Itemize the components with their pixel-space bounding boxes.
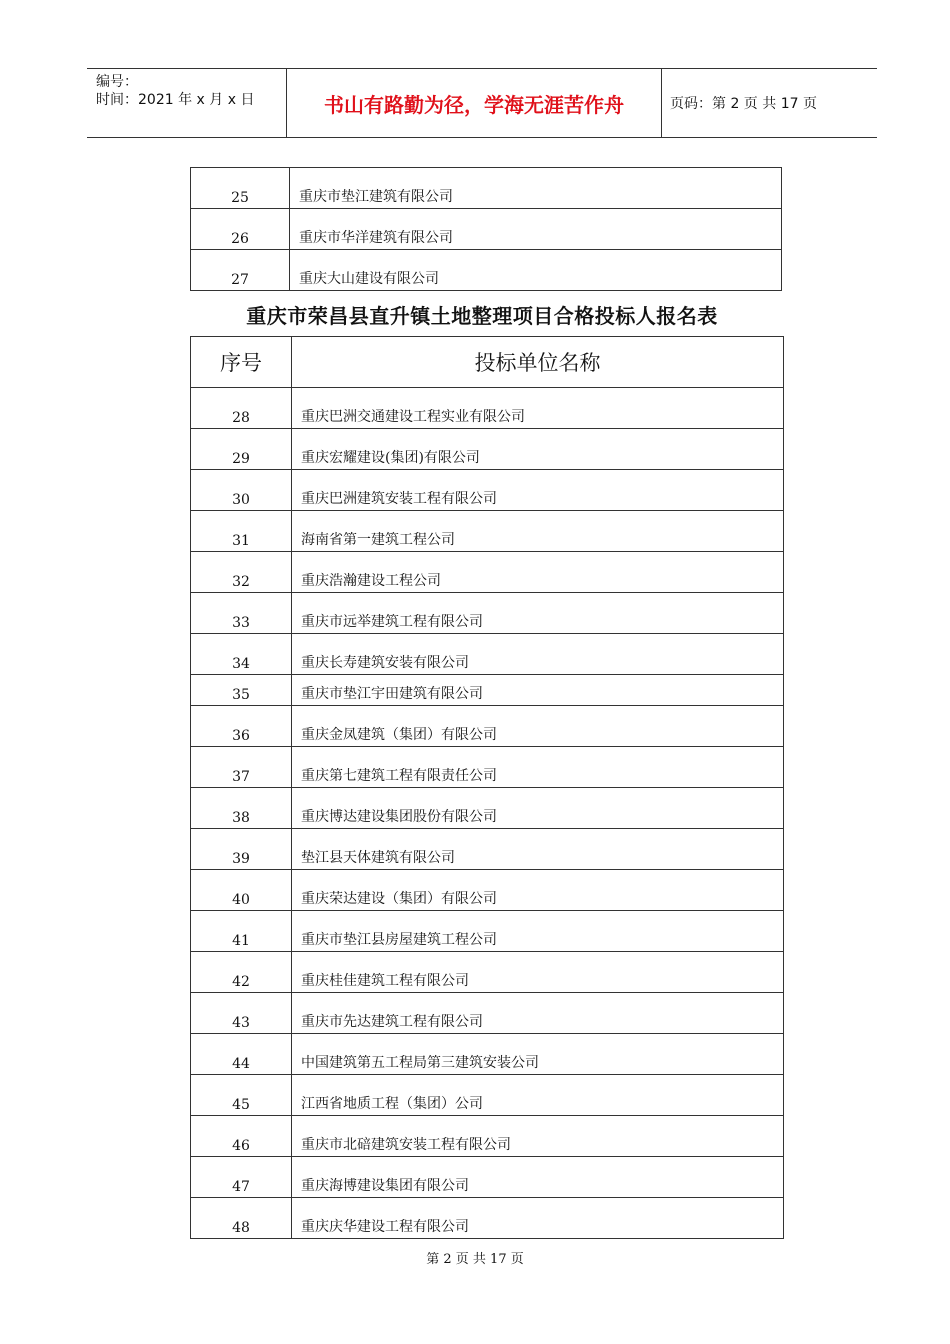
table-row	[191, 1157, 784, 1198]
table-row	[191, 168, 782, 209]
table-row	[191, 1075, 784, 1116]
table-row	[191, 1198, 784, 1239]
table-row	[191, 429, 784, 470]
table-row	[191, 747, 784, 788]
page-title: 重庆市荣昌县直升镇土地整理项目合格投标人报名表	[246, 304, 718, 328]
row-number: 44	[191, 1034, 292, 1075]
bidder-name: 重庆市先达建筑工程有限公司	[292, 993, 784, 1034]
page-footer: 第 2 页 共 17 页	[426, 1252, 524, 1267]
bidder-name: 重庆荣达建设（集团）有限公司	[292, 870, 784, 911]
table-row	[191, 993, 784, 1034]
table-header-row	[191, 337, 784, 388]
row-number: 36	[191, 706, 292, 747]
table-row	[191, 388, 784, 429]
bidder-name: 重庆金凤建筑（集团）有限公司	[292, 706, 784, 747]
row-number: 42	[191, 952, 292, 993]
header-meta	[87, 69, 287, 137]
bidder-name: 重庆博达建设集团股份有限公司	[292, 788, 784, 829]
row-number: 47	[191, 1157, 292, 1198]
page-header	[87, 68, 877, 138]
column-header-name: 投标单位名称	[292, 337, 784, 388]
column-header-number: 序号	[191, 337, 292, 388]
bidder-name: 重庆市垫江县房屋建筑工程公司	[292, 911, 784, 952]
row-number: 35	[191, 675, 292, 706]
row-number: 29	[191, 429, 292, 470]
table-row	[191, 552, 784, 593]
row-number: 33	[191, 593, 292, 634]
bidder-name: 中国建筑第五工程局第三建筑安装公司	[292, 1034, 784, 1075]
row-number: 43	[191, 993, 292, 1034]
bidder-name: 重庆巴洲交通建设工程实业有限公司	[292, 388, 784, 429]
row-number: 48	[191, 1198, 292, 1239]
row-number: 45	[191, 1075, 292, 1116]
bidder-name: 重庆市垫江建筑有限公司	[290, 168, 782, 209]
row-number: 32	[191, 552, 292, 593]
bidder-name: 垫江县天体建筑有限公司	[292, 829, 784, 870]
bidder-name: 重庆第七建筑工程有限责任公司	[292, 747, 784, 788]
row-number: 31	[191, 511, 292, 552]
row-number: 26	[191, 209, 290, 250]
header-motto: 书山有路勤为径，学海无涯苦作舟	[287, 69, 662, 137]
table-row	[191, 511, 784, 552]
table-row	[191, 870, 784, 911]
table-row	[191, 209, 782, 250]
bidder-name: 重庆市远举建筑工程有限公司	[292, 593, 784, 634]
row-number: 40	[191, 870, 292, 911]
table-row	[191, 634, 784, 675]
row-number: 41	[191, 911, 292, 952]
row-number: 38	[191, 788, 292, 829]
bidder-name: 江西省地质工程（集团）公司	[292, 1075, 784, 1116]
bidder-table-continued	[190, 167, 782, 291]
table-row	[191, 911, 784, 952]
bidder-name: 海南省第一建筑工程公司	[292, 511, 784, 552]
table-row	[191, 1116, 784, 1157]
table-row	[191, 675, 784, 706]
bidder-name: 重庆庆华建设工程有限公司	[292, 1198, 784, 1239]
header-page-info: 页码：第 2 页 共 17 页	[670, 96, 817, 112]
bidder-name: 重庆市垫江宇田建筑有限公司	[292, 675, 784, 706]
table-row	[191, 829, 784, 870]
bidder-name: 重庆浩瀚建设工程公司	[292, 552, 784, 593]
table-row	[191, 706, 784, 747]
table-row	[191, 1034, 784, 1075]
row-number: 30	[191, 470, 292, 511]
row-number: 25	[191, 168, 290, 209]
bidder-table	[190, 336, 784, 1239]
row-number: 37	[191, 747, 292, 788]
bidder-name: 重庆宏耀建设(集团)有限公司	[292, 429, 784, 470]
bidder-name: 重庆长寿建筑安装有限公司	[292, 634, 784, 675]
row-number: 34	[191, 634, 292, 675]
table-row	[191, 250, 782, 291]
table-row	[191, 470, 784, 511]
table-row	[191, 593, 784, 634]
bidder-name: 重庆大山建设有限公司	[290, 250, 782, 291]
bidder-name: 重庆桂佳建筑工程有限公司	[292, 952, 784, 993]
table-row	[191, 788, 784, 829]
row-number: 28	[191, 388, 292, 429]
row-number: 46	[191, 1116, 292, 1157]
document-number: 编号：	[96, 74, 138, 90]
bidder-name: 重庆巴洲建筑安装工程有限公司	[292, 470, 784, 511]
row-number: 39	[191, 829, 292, 870]
bidder-name: 重庆海博建设集团有限公司	[292, 1157, 784, 1198]
row-number: 27	[191, 250, 290, 291]
table-row	[191, 952, 784, 993]
document-time: 时间：2021 年 x 月 x 日	[96, 92, 255, 108]
bidder-name: 重庆市北碚建筑安装工程有限公司	[292, 1116, 784, 1157]
bidder-name: 重庆市华洋建筑有限公司	[290, 209, 782, 250]
